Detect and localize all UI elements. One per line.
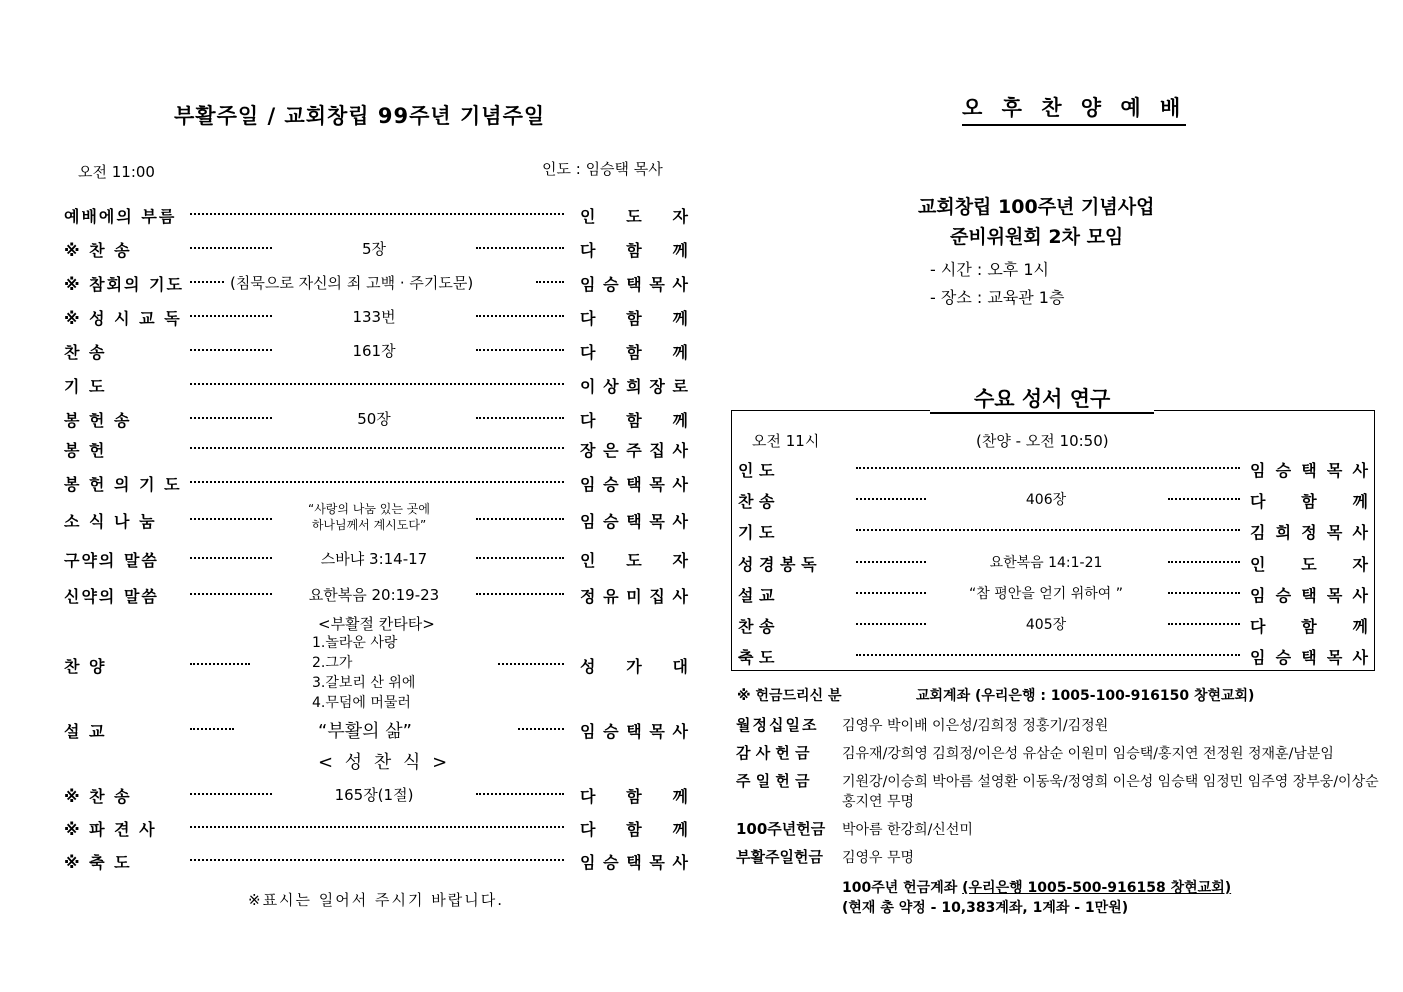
bible-order-row xyxy=(738,516,1368,544)
person-char: 께 xyxy=(1352,617,1368,636)
bible-order-row xyxy=(738,548,1368,576)
person-char: 임 xyxy=(580,853,596,872)
person-char: 정 xyxy=(1301,523,1317,542)
order-person xyxy=(580,408,688,431)
person-char: 께 xyxy=(672,241,688,260)
person-char: 임 xyxy=(580,722,596,741)
order-person xyxy=(580,472,688,495)
anthem-item: 1.놀라운 사랑 xyxy=(312,635,398,651)
person-char: 로 xyxy=(672,377,688,396)
person-char: 께 xyxy=(672,411,688,430)
person-char: 택 xyxy=(626,722,642,741)
person-char: 목 xyxy=(1326,648,1343,667)
person-char: 목 xyxy=(649,275,665,294)
offering-names: 김영우 박이배 이은성/김희정 정홍기/김정원 xyxy=(842,718,1109,734)
person-char: 주 xyxy=(626,441,642,460)
bible-order-row xyxy=(738,485,1368,513)
order-detail: 161장 xyxy=(352,342,396,360)
service-title: 부활주일 / 교회창립 99주년 기념주일 xyxy=(174,104,546,128)
order-person xyxy=(580,817,688,840)
person-char: 사 xyxy=(1352,523,1368,542)
person-char: 성 xyxy=(580,657,596,676)
order-label: 찬 송 xyxy=(64,343,107,362)
person-char: 사 xyxy=(672,475,688,494)
person-char: 승 xyxy=(603,512,619,531)
bible-order-row xyxy=(738,579,1368,607)
person-char: 사 xyxy=(672,441,688,460)
offering-header: ※ 헌금드리신 분 xyxy=(737,688,842,704)
order-person xyxy=(580,374,688,397)
bible-order-person xyxy=(1250,614,1368,637)
order-person xyxy=(580,784,688,807)
offering-names: 김영우 무명 xyxy=(842,850,915,866)
person-char: 목 xyxy=(649,853,665,872)
bible-order-person xyxy=(1250,489,1368,512)
person-char: 장 xyxy=(580,441,596,460)
order-person xyxy=(580,654,688,677)
bible-study-praise: (찬양 - 오전 10:50) xyxy=(976,432,1109,450)
committee-place: - 장소 : 교육관 1층 xyxy=(930,288,1065,307)
person-char: 께 xyxy=(672,343,688,362)
person-char: 목 xyxy=(1326,586,1343,605)
order-row xyxy=(64,502,688,533)
person-char: 인 xyxy=(580,551,596,570)
offering-names: 김유재/강희영 김희정/이은성 유삼순 이원미 임승택/홍지연 전정원 정재훈/남분임 xyxy=(842,746,1334,762)
person-char: 인 xyxy=(1250,555,1266,574)
person-char: 께 xyxy=(672,820,688,839)
afternoon-title: 오 후 찬 양 예 배 xyxy=(962,92,1186,126)
person-char: 미 xyxy=(626,587,642,606)
person-char: 집 xyxy=(649,587,665,606)
order-label: 신약의 말씀 xyxy=(64,587,159,606)
bible-study-title: 수요 성서 연구 xyxy=(930,386,1154,414)
person-char: 승 xyxy=(1275,461,1292,480)
bible-order-row xyxy=(738,454,1368,482)
bible-order-person xyxy=(1250,645,1368,668)
anthem-items xyxy=(312,633,415,713)
bible-order-label: 찬 송 xyxy=(738,492,775,511)
sermon-title: “부활의 삶” xyxy=(318,721,412,742)
order-label: 구약의 말씀 xyxy=(64,551,159,570)
offering-label: 부활주일헌금 xyxy=(736,848,823,866)
order-detail: 50장 xyxy=(357,410,391,428)
person-char: 함 xyxy=(626,787,642,806)
bible-order-detail: 요한복음 14:1-21 xyxy=(989,555,1103,571)
bible-order-person xyxy=(1250,552,1368,575)
person-char: 함 xyxy=(626,820,642,839)
offering-label: 주 일 헌 금 xyxy=(736,772,810,790)
bible-order-row xyxy=(738,641,1368,669)
bible-order-row xyxy=(738,610,1368,638)
person-char: 다 xyxy=(580,343,596,362)
bible-order-person xyxy=(1250,458,1368,481)
service-leader: 인도 : 임승택 목사 xyxy=(542,160,663,178)
person-char: 장 xyxy=(649,377,665,396)
order-row xyxy=(64,434,688,462)
order-detail: 요한복음 20:19-23 xyxy=(308,586,440,604)
person-char: 사 xyxy=(672,275,688,294)
person-char: 자 xyxy=(672,207,688,226)
person-char: 께 xyxy=(1352,492,1368,511)
offering-names: 박아름 한강희/신선미 xyxy=(842,822,973,838)
person-char: 승 xyxy=(1275,586,1292,605)
person-char: 가 xyxy=(626,657,642,676)
order-person xyxy=(580,584,688,607)
person-char: 희 xyxy=(1275,523,1292,542)
person-char: 택 xyxy=(626,853,642,872)
person-char: 목 xyxy=(1326,461,1343,480)
offering-label: 100주년헌금 xyxy=(736,820,826,838)
order-label: 기 도 xyxy=(64,377,107,396)
offering-names: 기원강/이승희 박아름 설영환 이동욱/정영희 이은성 임승택 임정민 임주영 장부웅/이상순 xyxy=(842,774,1379,790)
person-char: 께 xyxy=(672,787,688,806)
person-char: 택 xyxy=(626,475,642,494)
bible-order-label: 축 도 xyxy=(738,648,775,667)
person-char: 승 xyxy=(603,275,619,294)
order-person xyxy=(580,719,688,742)
person-char: 께 xyxy=(672,309,688,328)
person-char: 사 xyxy=(1352,586,1368,605)
committee-line2: 준비위원회 2차 모임 xyxy=(950,226,1124,248)
order-person xyxy=(580,272,688,295)
person-char: 승 xyxy=(603,722,619,741)
order-label: ※ 찬 송 xyxy=(64,787,132,806)
footnote: ※표시는 일어서 주시기 바랍니다. xyxy=(248,891,505,909)
order-label: 봉 헌 의 기 도 xyxy=(64,475,182,494)
order-label: 소 식 나 눔 xyxy=(64,512,157,531)
person-char: 정 xyxy=(580,587,596,606)
person-char: 임 xyxy=(580,512,596,531)
bible-order-label: 찬 송 xyxy=(738,617,775,636)
offering-account: 교회계좌 (우리은행 : 1005-100-916150 창현교회) xyxy=(916,688,1255,704)
person-char: 다 xyxy=(580,241,596,260)
order-row xyxy=(64,813,688,841)
bible-order-detail: 405장 xyxy=(1025,617,1067,633)
order-label: ※ 참회의 기도 xyxy=(64,275,184,294)
bible-order-detail: 406장 xyxy=(1025,492,1067,508)
order-label: ※ 성 시 교 독 xyxy=(64,309,182,328)
person-char: 목 xyxy=(649,512,665,531)
person-char: 임 xyxy=(1250,461,1266,480)
order-detail: (침묵으로 자신의 죄 고백 · 주기도문) xyxy=(230,274,474,292)
order-detail: 165장(1절) xyxy=(334,786,414,804)
order-label: 설 교 xyxy=(64,722,107,741)
cantata-title: <부활절 칸타타> xyxy=(318,615,435,633)
communion: < 성 찬 식 > xyxy=(318,752,451,773)
person-char: 함 xyxy=(1301,492,1317,511)
order-detail: 스바냐 3:14-17 xyxy=(320,550,428,568)
order-row xyxy=(64,302,688,330)
order-detail xyxy=(308,501,430,533)
person-char: 사 xyxy=(672,853,688,872)
person-char: 유 xyxy=(603,587,619,606)
offering-label: 감 사 헌 금 xyxy=(736,744,810,762)
person-char: 다 xyxy=(580,820,596,839)
person-char: 목 xyxy=(1326,523,1343,542)
person-char: 도 xyxy=(1301,555,1317,574)
person-char: 임 xyxy=(1250,648,1266,667)
order-label: ※ 찬 송 xyxy=(64,241,132,260)
order-person xyxy=(580,850,688,873)
account100-label: 100주년 헌금계좌 xyxy=(842,880,958,896)
person-char: 임 xyxy=(580,475,596,494)
person-char: 함 xyxy=(1301,617,1317,636)
bible-order-label: 인 도 xyxy=(738,461,775,480)
bible-order-label: 설 교 xyxy=(738,586,775,605)
order-row xyxy=(64,268,688,296)
order-row xyxy=(64,544,688,572)
order-row xyxy=(64,234,688,262)
person-char: 택 xyxy=(626,512,642,531)
order-person xyxy=(580,438,688,461)
person-char: 승 xyxy=(1275,648,1292,667)
person-char: 은 xyxy=(603,441,619,460)
person-char: 자 xyxy=(672,551,688,570)
bible-order-label: 성 경 봉 독 xyxy=(738,555,817,574)
order-row xyxy=(64,846,688,874)
order-label: 봉 헌 xyxy=(64,441,107,460)
order-person xyxy=(580,340,688,363)
person-char: 목 xyxy=(649,722,665,741)
person-char: 사 xyxy=(1352,648,1368,667)
person-char: 사 xyxy=(1352,461,1368,480)
order-label: 봉 헌 송 xyxy=(64,411,132,430)
bible-order-person xyxy=(1250,583,1368,606)
anthem-item: 2.그가 xyxy=(312,655,353,671)
person-char: 택 xyxy=(1301,586,1317,605)
person-char: 택 xyxy=(1301,461,1317,480)
person-char: 사 xyxy=(672,512,688,531)
order-row xyxy=(64,404,688,432)
anthem-item: 3.갈보리 산 위에 xyxy=(312,675,416,691)
order-person xyxy=(580,238,688,261)
order-row xyxy=(64,580,688,608)
order-person xyxy=(580,306,688,329)
person-char: 자 xyxy=(1352,555,1368,574)
person-char: 도 xyxy=(626,207,642,226)
person-char: 승 xyxy=(603,853,619,872)
order-detail-line: “사랑의 나눔 있는 곳에 xyxy=(308,502,430,516)
person-char: 이 xyxy=(580,377,596,396)
order-person xyxy=(580,548,688,571)
account100 xyxy=(842,877,1231,897)
person-char: 대 xyxy=(672,657,688,676)
person-char: 함 xyxy=(626,343,642,362)
order-row-sermon xyxy=(64,715,688,743)
offering-names: 홍지연 무명 xyxy=(842,794,915,810)
person-char: 목 xyxy=(649,475,665,494)
bible-order-detail: “참 평안을 얻기 위하여 ” xyxy=(968,586,1124,602)
person-char: 택 xyxy=(626,275,642,294)
person-char: 함 xyxy=(626,309,642,328)
person-char: 상 xyxy=(603,377,619,396)
person-char: 임 xyxy=(1250,586,1266,605)
order-person xyxy=(580,509,688,532)
person-char: 도 xyxy=(626,551,642,570)
person-char: 다 xyxy=(580,309,596,328)
person-char: 희 xyxy=(626,377,642,396)
bible-order-person xyxy=(1250,520,1368,543)
person-char: 다 xyxy=(580,787,596,806)
person-char: 임 xyxy=(580,275,596,294)
account100-total: (현재 총 약정 - 10,383계좌, 1계좌 - 1만원) xyxy=(842,900,1129,916)
person-char: 승 xyxy=(603,475,619,494)
person-char: 택 xyxy=(1301,648,1317,667)
order-row xyxy=(64,370,688,398)
service-time: 오전 11:00 xyxy=(78,163,155,181)
order-person xyxy=(580,204,688,227)
person-char: 사 xyxy=(672,722,688,741)
order-row xyxy=(64,200,688,228)
order-detail: 5장 xyxy=(361,240,387,258)
anthem-item: 4.무덤에 머물러 xyxy=(312,695,411,711)
person-char: 김 xyxy=(1250,523,1266,542)
order-detail-line: 하나님께서 계시도다” xyxy=(311,518,427,532)
person-char: 함 xyxy=(626,411,642,430)
order-label: ※ 축 도 xyxy=(64,853,132,872)
person-char: 다 xyxy=(1250,492,1266,511)
committee-time: - 시간 : 오후 1시 xyxy=(930,260,1049,279)
order-row xyxy=(64,780,688,808)
committee-line1: 교회창립 100주년 기념사업 xyxy=(918,196,1155,218)
bible-study-time: 오전 11시 xyxy=(752,432,820,450)
order-row xyxy=(64,336,688,364)
order-label: ※ 파 견 사 xyxy=(64,820,157,839)
person-char: 함 xyxy=(626,241,642,260)
bible-order-label: 기 도 xyxy=(738,523,775,542)
person-char: 다 xyxy=(1250,617,1266,636)
person-char: 사 xyxy=(672,587,688,606)
order-label: 예배에의 부름 xyxy=(64,207,177,226)
person-char: 인 xyxy=(580,207,596,226)
person-char: 집 xyxy=(649,441,665,460)
account100-value: (우리은행 1005-500-916158 창현교회) xyxy=(962,880,1232,896)
person-char: 다 xyxy=(580,411,596,430)
order-detail: 133번 xyxy=(352,308,396,326)
order-label: 찬 양 xyxy=(64,657,107,676)
offering-label: 월정십일조 xyxy=(736,716,819,734)
order-row xyxy=(64,468,688,496)
